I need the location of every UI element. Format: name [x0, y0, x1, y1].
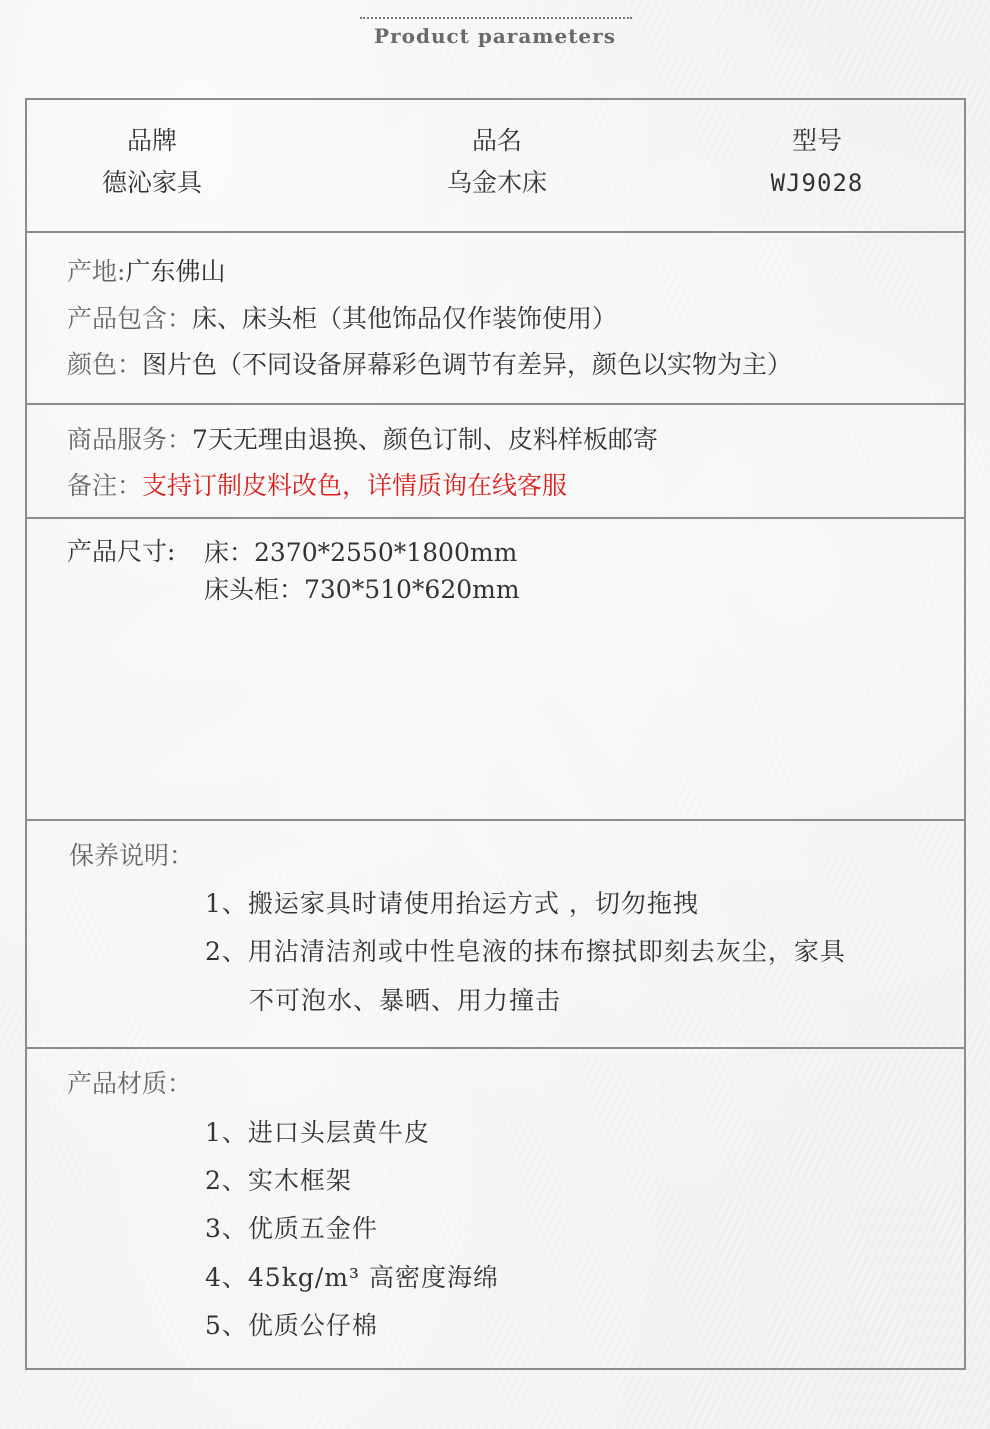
contents-row — [67, 304, 617, 334]
material-label: 产品材质： — [67, 1069, 193, 1098]
color-row — [67, 350, 792, 380]
care-item-2-continued: 不可泡水、暴晒、用力撞击 — [249, 986, 562, 1015]
note-label: 备注： — [67, 471, 143, 500]
service-value: 7天无理由退换、颜色订制、皮料样板邮寄 — [192, 425, 658, 454]
model-label: 型号 — [791, 126, 842, 155]
product-name-column — [367, 120, 627, 204]
size-label: 产品尺寸: — [67, 537, 176, 566]
service-label: 商品服务： — [67, 425, 193, 454]
contents-label: 产品包含： — [67, 304, 193, 333]
page-title: Product parameters — [374, 24, 616, 48]
product-name-value: 乌金木床 — [446, 168, 547, 197]
origin-row — [67, 257, 225, 287]
material-item-1: 1、进口头层黄牛皮 — [205, 1118, 430, 1147]
contents-value: 床、床头柜（其他饰品仅作装饰使用） — [192, 304, 618, 333]
size-item-nightstand: 床头柜：730*510*620mm — [204, 575, 520, 604]
model-value: WJ9028 — [770, 169, 864, 197]
care-section — [27, 819, 964, 1049]
origin-label: 产地: — [67, 257, 126, 286]
note-value: 支持订制皮料改色，详情质询在线客服 — [142, 471, 568, 500]
material-item-3: 3、优质五金件 — [205, 1214, 378, 1243]
basic-info-section — [27, 100, 964, 233]
parameters-table — [25, 98, 966, 1370]
page-header — [0, 0, 990, 98]
service-row — [67, 425, 658, 455]
care-item-2: 2、用沾清洁剂或中性皂液的抹布擦拭即刻去灰尘，家具 — [205, 937, 846, 966]
origin-contents-section — [27, 231, 964, 405]
care-label: 保养说明： — [69, 841, 195, 870]
origin-value: 广东佛山 — [125, 257, 226, 286]
color-label: 颜色： — [67, 350, 143, 379]
size-item-bed: 床：2370*2550*1800mm — [204, 538, 518, 567]
brand-column — [22, 120, 282, 204]
note-row — [67, 471, 567, 501]
product-name-label: 品名 — [471, 126, 522, 155]
color-value: 图片色（不同设备屏幕彩色调节有差异，颜色以实物为主） — [142, 350, 793, 379]
header-dotted-divider — [360, 17, 632, 19]
size-section — [27, 517, 964, 821]
service-section — [27, 403, 964, 519]
model-column — [687, 120, 947, 204]
material-item-5: 5、优质公仔棉 — [205, 1311, 378, 1340]
material-section — [27, 1047, 964, 1368]
brand-label: 品牌 — [126, 126, 177, 155]
material-item-4: 4、45kg/m³ 高密度海绵 — [205, 1263, 499, 1292]
brand-value: 德沁家具 — [101, 168, 202, 197]
material-item-2: 2、实木框架 — [205, 1166, 352, 1195]
care-item-1: 1、搬运家具时请使用抬运方式 ，切勿拖拽 — [205, 889, 699, 918]
